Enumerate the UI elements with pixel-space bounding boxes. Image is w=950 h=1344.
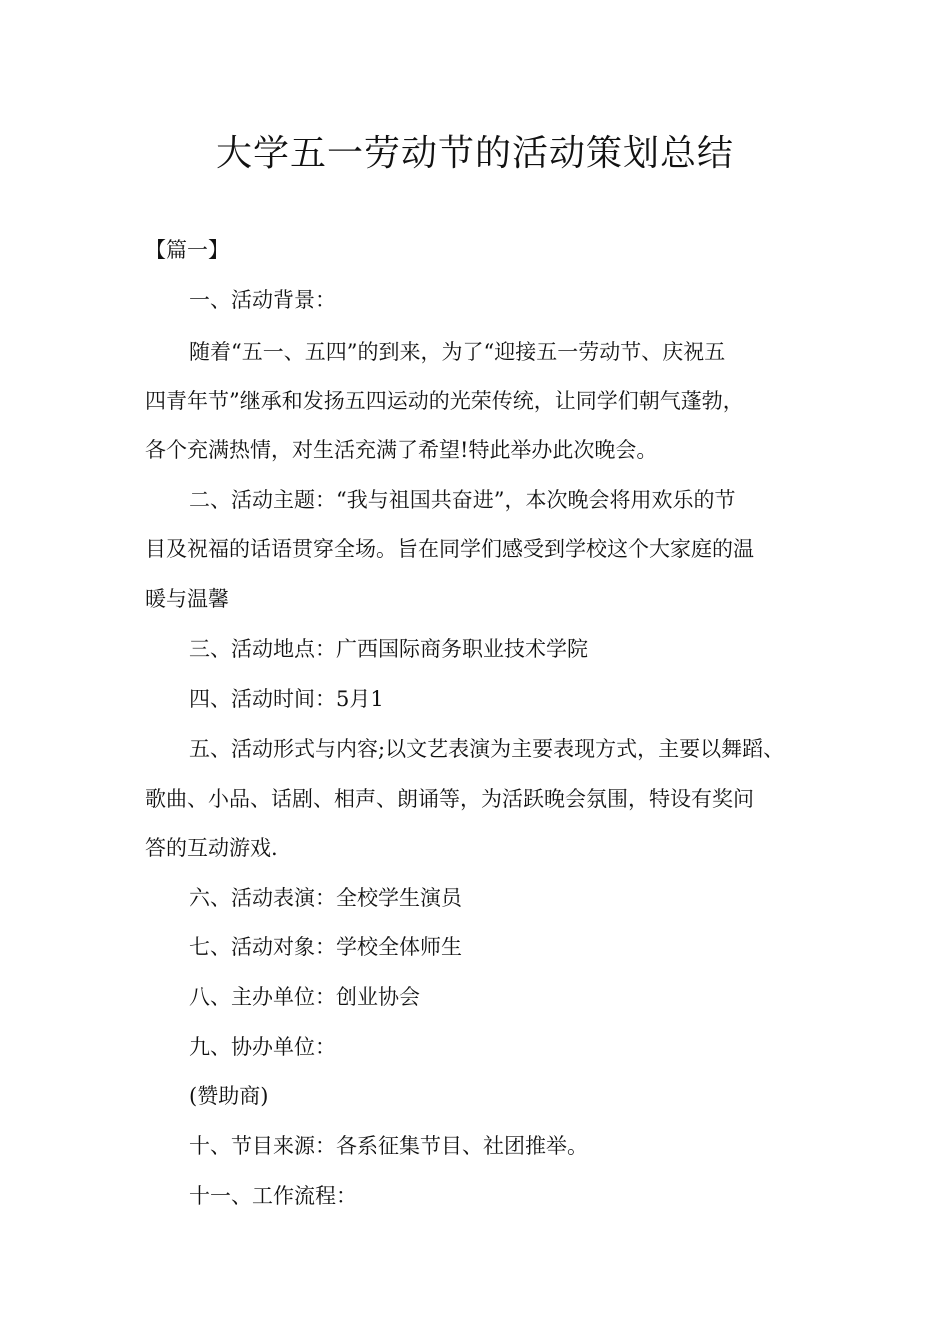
item-sponsor: (赞助商) (189, 1084, 269, 1108)
item-co-organizer: 九、协办单位： (189, 1035, 336, 1059)
paragraph-line: 二、活动主题：“我与祖国共奋进”，本次晚会将用欢乐的节 (189, 488, 736, 512)
item-location: 三、活动地点：广西国际商务职业技术学院 (189, 637, 588, 661)
paragraph-line: 五、活动形式与内容;以文艺表演为主要表现方式，主要以舞蹈、 (189, 737, 785, 761)
item-performers: 六、活动表演：全校学生演员 (189, 886, 462, 910)
heading-background: 一、活动背景： (189, 288, 336, 312)
paragraph-line: 答的互动游戏. (145, 836, 278, 860)
paragraph-line: 歌曲、小品、话剧、相声、朗诵等，为活跃晚会氛围，特设有奖问 (145, 787, 754, 811)
document-title: 大学五一劳动节的活动策划总结 (215, 133, 734, 174)
paragraph-line: 四青年节”继承和发扬五四运动的光荣传统，让同学们朝气蓬勃， (145, 389, 744, 413)
section-label: 【篇一】 (145, 238, 229, 262)
paragraph-line: 随着“五一、五四”的到来，为了“迎接五一劳动节、庆祝五 (189, 340, 726, 364)
item-organizer: 八、主办单位：创业协会 (189, 985, 420, 1009)
paragraph-line: 暖与温馨 (145, 587, 229, 611)
paragraph-line: 目及祝福的话语贯穿全场。旨在同学们感受到学校这个大家庭的温 (145, 537, 754, 561)
item-program-source: 十、节目来源：各系征集节目、社团推举。 (189, 1134, 588, 1158)
paragraph-line: 各个充满热情，对生活充满了希望!特此举办此次晚会。 (145, 438, 658, 462)
item-workflow: 十一、工作流程： (189, 1184, 357, 1208)
item-time: 四、活动时间：5月1 (189, 687, 384, 711)
item-audience: 七、活动对象：学校全体师生 (189, 935, 462, 959)
